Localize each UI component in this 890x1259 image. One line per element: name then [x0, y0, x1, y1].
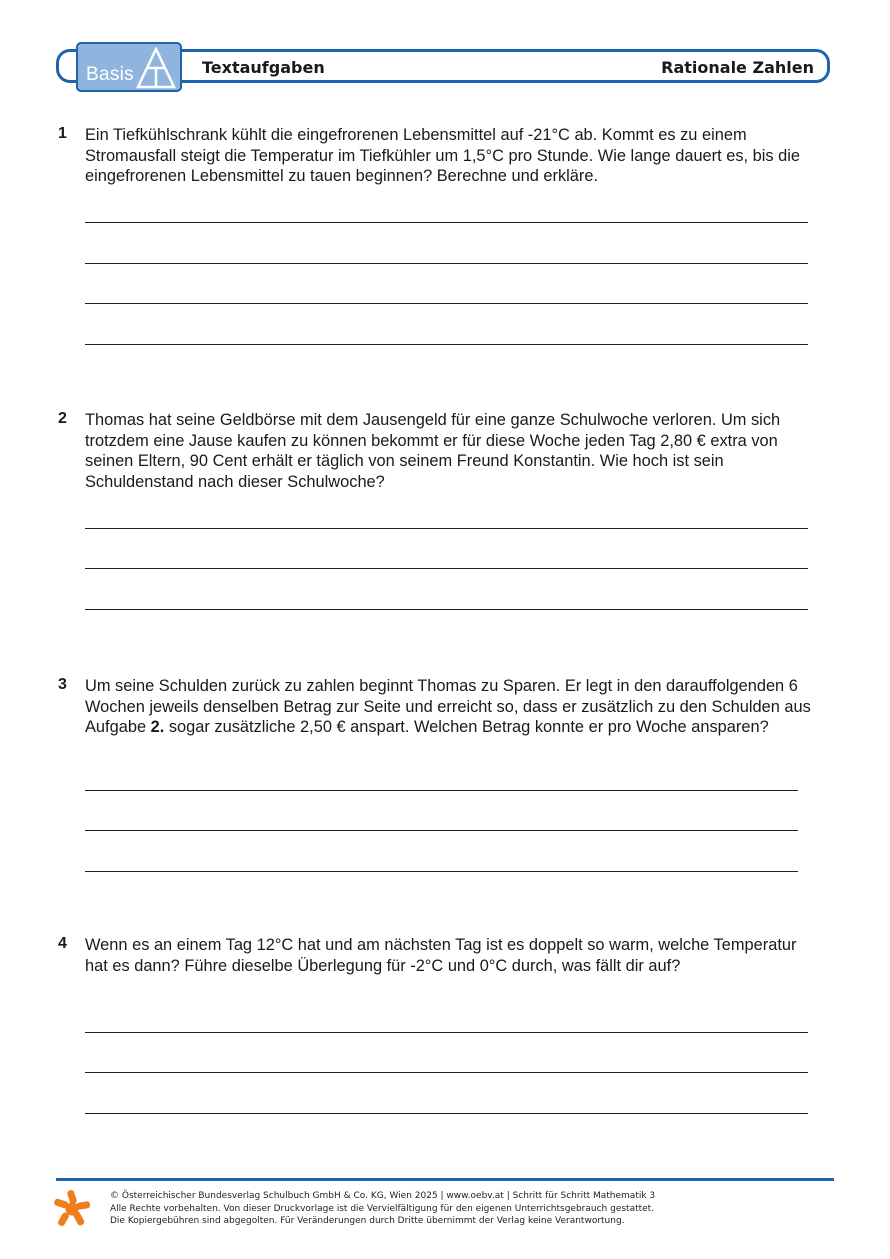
footer-rule — [56, 1178, 834, 1181]
task-text-part: sogar zusätzliche 2,50 € anspart. Welchen Betrag konnte er pro Woche ansparen? — [164, 718, 769, 736]
task-number: 1 — [58, 125, 67, 142]
task-number: 4 — [58, 935, 67, 952]
answer-line[interactable] — [85, 871, 798, 872]
level-badge — [76, 42, 182, 92]
answer-line[interactable] — [85, 1072, 808, 1073]
worksheet-topic: Rationale Zahlen — [661, 58, 814, 77]
answer-line[interactable] — [85, 528, 808, 529]
task-number: 2 — [58, 410, 67, 427]
answer-line[interactable] — [85, 303, 808, 304]
task-reference: 2. — [150, 718, 165, 736]
publisher-logo-icon — [52, 1188, 92, 1228]
task-text: Thomas hat seine Geldbörse mit dem Jausengeld für eine ganze Schulwoche verloren. Um sich trotzdem eine Jause kaufen zu können bekommt er für diese Woche jeden Tag 2,80 € extra von seinen Eltern, 90 Cent erhält er täglich von seinem Freund Konstantin. Wie hoch ist sein Schuldenstand nach dieser Schulwoche? — [85, 411, 781, 491]
task-text — [85, 676, 815, 738]
task-number: 3 — [58, 676, 67, 693]
worksheet-title: Textaufgaben — [202, 58, 325, 77]
footer-line: Alle Rechte vorbehalten. Von dieser Druckvorlage ist die Vervielfältigung für den eigenen Unterrichtsgebrauch gestattet. — [110, 1203, 655, 1214]
footer-line: Die Kopiergebühren sind abgegolten. Für Veränderungen durch Dritte übernimmt der Verlag keine Verantwortung. — [110, 1216, 625, 1227]
answer-line[interactable] — [85, 790, 798, 791]
task-text: Ein Tiefkühlschrank kühlt die eingefrorenen Lebensmittel auf -21°C ab. Kommt es zu einem Stromausfall steigt die Temperatur im Tiefkühler um 1,5°C pro Stunde. Wie lange dauert es, bis die eingefrorenen Lebensmittel zu tauen beginnen? Berechne und erkläre. — [85, 126, 801, 185]
answer-line[interactable] — [85, 830, 798, 831]
task-text: Wenn es an einem Tag 12°C hat und am nächsten Tag ist es doppelt so warm, welche Temperatur hat es dann? Führe dieselbe Überlegung für -2°C und 0°C durch, was fällt dir auf? — [85, 936, 797, 975]
answer-line[interactable] — [85, 609, 808, 610]
answer-line[interactable] — [85, 344, 808, 345]
answer-line[interactable] — [85, 1113, 808, 1114]
answer-line[interactable] — [85, 1032, 808, 1033]
copyright-notice — [110, 1190, 655, 1228]
task-text-part: Um seine Schulden zurück zu zahlen beginnt Thomas zu Sparen. Er legt in den darauffolgenden 6 Wochen jeweils denselben Betrag zur Seite und erreicht so, dass er zusätzlich zu den Schulden aus Aufgabe — [85, 677, 811, 736]
pyramid-icon — [136, 47, 176, 89]
answer-line[interactable] — [85, 263, 808, 264]
badge-label: Basis — [86, 64, 134, 85]
footer-line: © Österreichischer Bundesverlag Schulbuch GmbH & Co. KG, Wien 2025 | www.oebv.at | Schritt für Schritt Mathematik 3 — [110, 1191, 656, 1201]
answer-line[interactable] — [85, 222, 808, 223]
answer-line[interactable] — [85, 568, 808, 569]
